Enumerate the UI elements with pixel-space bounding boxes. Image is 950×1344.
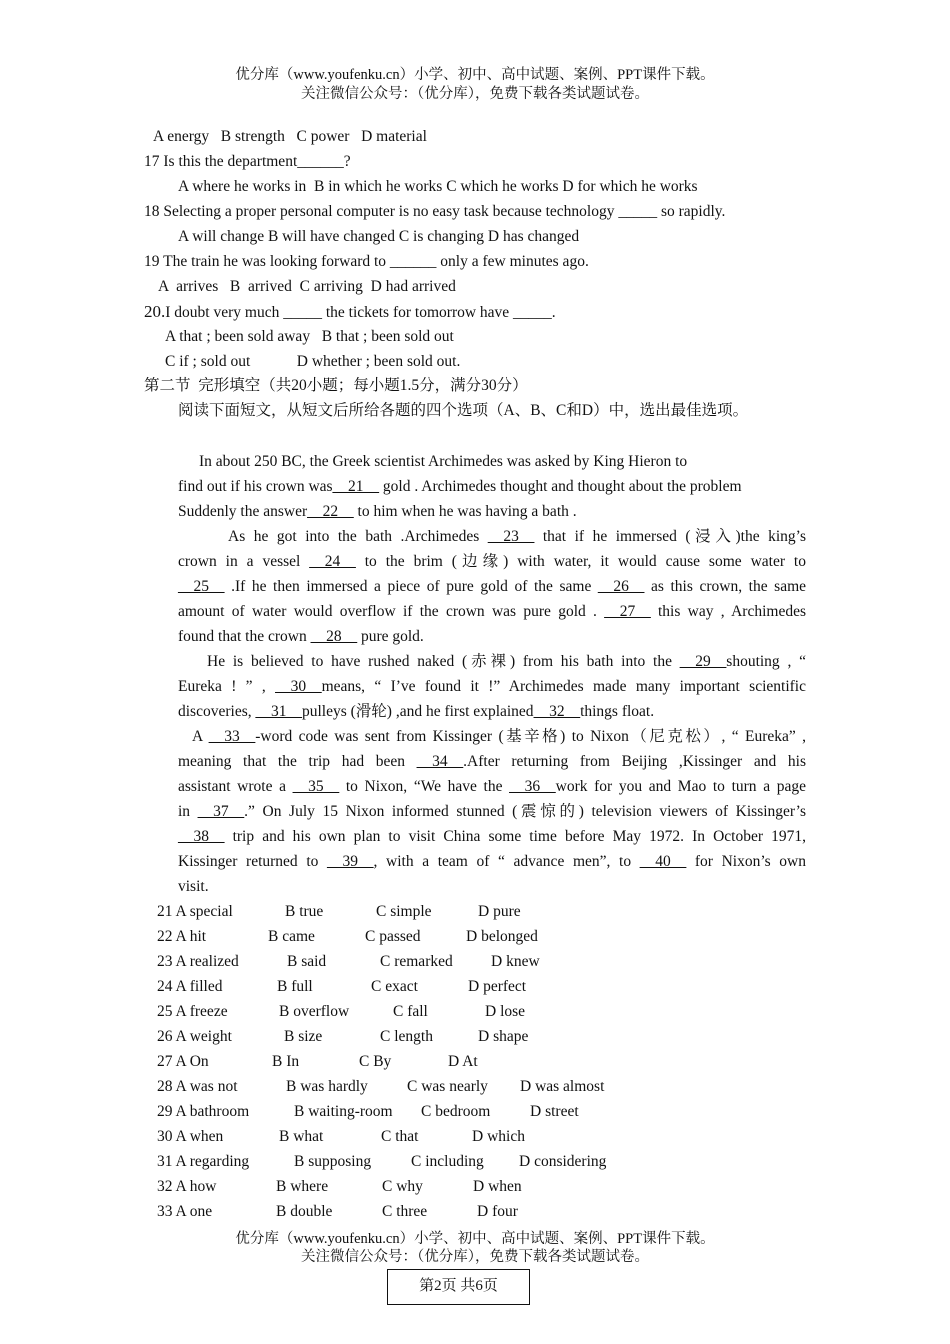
blank-37: __37__ — [197, 803, 245, 820]
q20-options-ab: A that ; been sold away B that ; been sold out — [165, 328, 454, 345]
blank-25: __25__ — [178, 578, 225, 595]
q18-stem: 18 Selecting a proper personal computer is no easy task because technology _____ so rapidly. — [144, 203, 726, 220]
blank-27: __27__ — [604, 603, 651, 620]
q19-stem: 19 The train he was looking forward to ______ only a few minutes ago. — [144, 253, 589, 270]
section-2-instruction: 阅读下面短文，从短文后所给各题的四个选项（A、B、C和D）中，选出最佳选项。 — [178, 402, 749, 419]
footer-line-2: 关注微信公众号：（优分库），免费下载各类试题试卷。 — [301, 1249, 649, 1265]
blank-40: __40__ — [639, 853, 687, 870]
q17-stem: 17 Is this the department______? — [144, 153, 351, 170]
blank-33: __33__ — [208, 728, 256, 745]
header-line-1: 优分库（www.youfenku.cn）小学、初中、高中试题、案例、PPT课件下载。 — [235, 67, 715, 83]
blank-29: __29__ — [679, 653, 727, 670]
blank-32: __32__ — [533, 703, 581, 720]
blank-39: __39__ — [327, 853, 374, 870]
passage-line-16: __38__ trip and his own plan to visit China some time before May 1972. In October 1971, — [178, 828, 806, 845]
footer-line-1: 优分库（www.youfenku.cn）小学、初中、高中试题、案例、PPT课件下载。 — [235, 1231, 715, 1247]
q20-options-cd: C if ; sold out D whether ; been sold out. — [165, 353, 461, 370]
q17-options: A where he works in B in which he works C which he works D for which he works — [178, 178, 698, 195]
passage-line-3: Suddenly the answer__22__ to him when he was having a bath . — [178, 503, 577, 520]
page-number: 第2页 共6页 — [387, 1269, 530, 1305]
passage-line-5: crown in a vessel __24__ to the brim (边缘) with water, it would cause some water to — [178, 553, 806, 570]
passage-line-7: amount of water would overflow if the crown was pure gold . __27__ this way , Archimedes — [178, 603, 806, 620]
header-line-2: 关注微信公众号：（优分库），免费下载各类试题试卷。 — [301, 86, 649, 102]
q20-text: I doubt very much _____ the tickets for tomorrow have _____. — [165, 304, 556, 321]
passage-line-11: discoveries, __31__pulleys (滑轮) ,and he first explained__32__things float. — [178, 703, 655, 720]
q18-options: A will change B will have changed C is changing D has changed — [178, 228, 580, 245]
passage-line-18: visit. — [178, 878, 209, 895]
blank-31: __31__ — [255, 703, 302, 720]
passage-line-1: In about 250 BC, the Greek scientist Archimedes was asked by King Hieron to — [199, 453, 688, 470]
blank-28: __28__ — [310, 628, 358, 645]
blank-26: __26__ — [597, 578, 645, 595]
q20-stem — [144, 302, 556, 323]
passage-line-12: A __33__-word code was sent from Kissinger (基辛格) to Nixon（尼克松）, “ Eureka” , — [192, 728, 807, 745]
q16-options: A energy B strength C power D material — [153, 128, 427, 145]
passage-line-6: __25__ .If he then immersed a piece of pure gold of the same __26__ as this crown, the same — [178, 578, 807, 595]
q20-number: 20. — [144, 302, 166, 321]
q19-options: A arrives B arrived C arriving D had arrived — [158, 278, 456, 295]
blank-36: __36__ — [509, 778, 556, 795]
blank-22: __22__ — [307, 503, 354, 520]
passage-line-2: find out if his crown was__21__ gold . Archimedes thought and thought about the problem — [178, 478, 742, 495]
passage-line-8: found that the crown __28__ pure gold. — [178, 628, 424, 645]
passage-line-9: He is believed to have rushed naked (赤裸) from his bath into the __29__shouting , “ — [207, 653, 807, 670]
section-2-title: 第二节 完形填空（共20小题；每小题1.5分，满分30分） — [144, 377, 528, 394]
passage-line-13: meaning that the trip had been __34__.After returning from Beijing ,Kissinger and his — [178, 753, 807, 770]
blank-24: __24__ — [309, 553, 356, 570]
passage-line-15: in __37__.” On July 15 Nixon informed stunned (震惊的) television viewers of Kissinger’s — [178, 803, 806, 820]
passage-line-17: Kissinger returned to __39__, with a team of “ advance men”, to __40__ for Nixon’s own — [178, 853, 806, 870]
blank-38: __38__ — [178, 828, 225, 845]
blank-35: __35__ — [292, 778, 340, 795]
passage-line-10: Eureka ! ” , __30__means, “ I’ve found it !” Archimedes made many important scientific — [178, 678, 806, 695]
blank-34: __34__ — [416, 753, 464, 770]
passage-line-4: As he got into the bath .Archimedes __23__ that if he immersed (浸入)the king’s — [228, 528, 806, 545]
passage-line-14: assistant wrote a __35__ to Nixon, “We have the __36__work for you and Mao to turn a page — [178, 778, 806, 795]
blank-30: __30__ — [275, 678, 322, 695]
blank-23: __23__ — [487, 528, 535, 545]
blank-21: __21__ — [332, 478, 380, 495]
